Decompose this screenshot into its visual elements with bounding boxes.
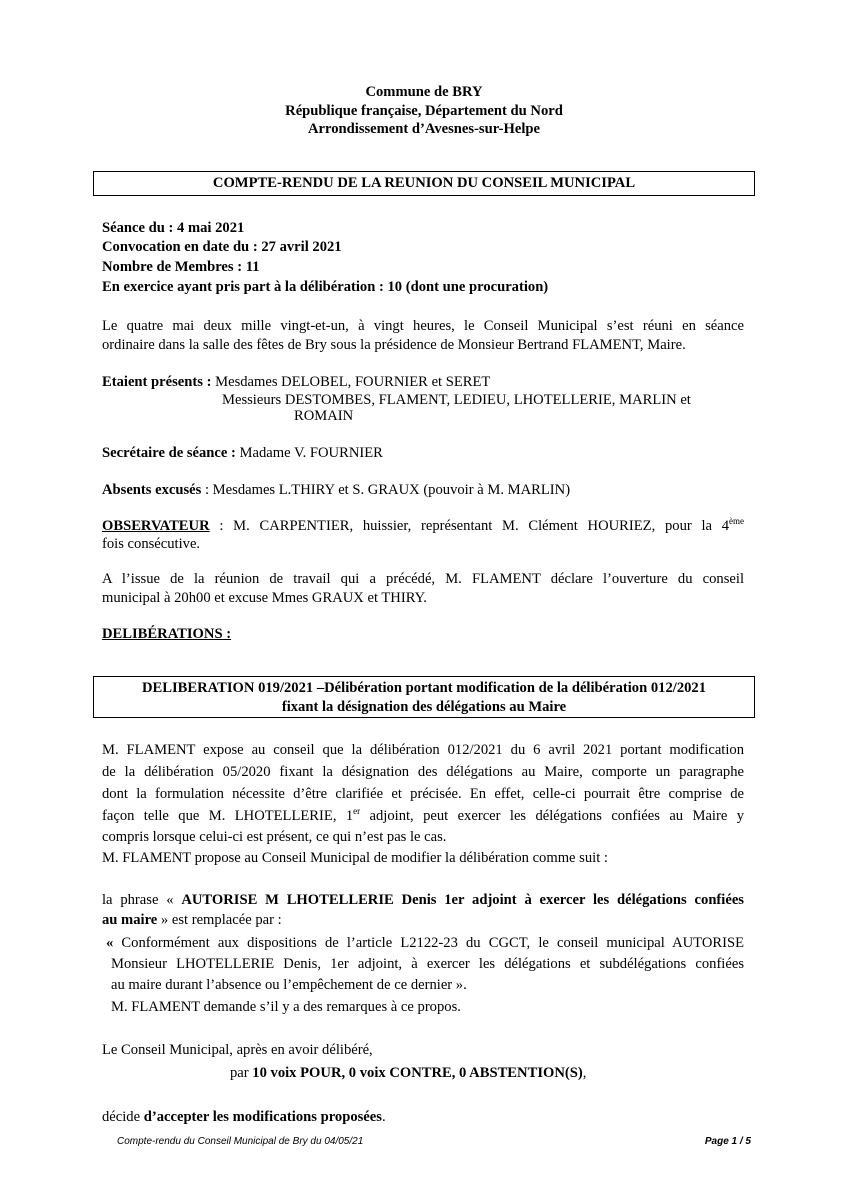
phrase-replaced: » est remplacée par : <box>157 912 282 928</box>
quote-line-4: M. FLAMENT demande s’il y a des remarques à ce propos. <box>111 999 461 1015</box>
ouverture-line-1: A l’issue de la réunion de travail qui a précédé, M. FLAMENT déclare l’ouverture du conseil <box>102 571 744 587</box>
presents-mesdames: Mesdames DELOBEL, FOURNIER et SERET <box>215 374 491 390</box>
vote-line <box>230 1063 586 1083</box>
decide-period: . <box>381 1109 386 1125</box>
secretaire-value: Madame V. FOURNIER <box>235 445 383 461</box>
presents-line <box>102 372 490 392</box>
presents-messieurs-2: ROMAIN <box>294 408 354 424</box>
deliberation-box <box>93 676 755 718</box>
presents-messieurs-1: Messieurs DESTOMBES, FLAMENT, LEDIEU, LHOTELLERIE, MARLIN et <box>222 392 691 408</box>
quote-line-3: au maire durant l’absence ou l’empêchement de ce dernier ». <box>111 977 467 993</box>
secretaire-line <box>102 443 383 463</box>
body-line-2: de la délibération 05/2020 fixant la désignation des délégations au Maire, comporte un paragraphe <box>102 764 744 780</box>
body-line-6: M. FLAMENT propose au Conseil Municipal de modifier la délibération comme suit : <box>102 850 608 866</box>
decision-line <box>102 1107 386 1127</box>
body-line-3: dont la formulation nécessite d’être clarifiée et précisée. En effet, celle-ci pourrait être comprise de <box>102 786 744 802</box>
body-line-4-sup: er <box>353 806 361 816</box>
deliberation-title-1: DELIBERATION 019/2021 –Délibération portant modification de la délibération 012/2021 <box>141 680 707 696</box>
header-arrondissement: Arrondissement d’Avesnes-sur-Helpe <box>308 121 540 137</box>
ouverture-line-2: municipal à 20h00 et excuse Mmes GRAUX et THIRY. <box>102 590 427 606</box>
conseil-line: Le Conseil Municipal, après en avoir délibéré, <box>102 1042 373 1058</box>
footer-document-ref: Compte-rendu du Conseil Municipal de Bry du 04/05/21 <box>117 1136 364 1147</box>
nombre-membres: Nombre de Membres : 11 <box>102 259 260 275</box>
phrase-line-1 <box>102 890 744 910</box>
decide-word: décide <box>102 1109 144 1125</box>
title-box <box>93 171 755 196</box>
body-line-4a: façon telle que M. LHOTELLERIE, 1 <box>102 808 354 824</box>
observateur-text: : M. CARPENTIER, huissier, représentant M. Clément HOURIEZ, pour la 4 <box>209 518 729 534</box>
absents-value: : Mesdames L.THIRY et S. GRAUX (pouvoir à M. MARLIN) <box>201 482 571 498</box>
body-line-1: M. FLAMENT expose au conseil que la délibération 012/2021 du 6 avril 2021 portant modification <box>102 742 744 758</box>
quote-open: « <box>106 935 114 951</box>
footer-page-number: Page 1 / 5 <box>704 1136 751 1147</box>
phrase-quote-end: au maire <box>102 912 158 928</box>
header-commune: Commune de BRY <box>365 84 483 100</box>
body-line-5: compris lorsque celui-ci est présent, ce qui n’est pas le cas. <box>102 829 447 845</box>
observateur-label: OBSERVATEUR <box>102 518 210 534</box>
convocation-date: Convocation en date du : 27 avril 2021 <box>102 239 342 255</box>
vote-result: 10 voix POUR, 0 voix CONTRE, 0 ABSTENTION(S) <box>252 1065 583 1081</box>
secretaire-label: Secrétaire de séance : <box>102 445 236 461</box>
phrase-intro: la phrase « <box>102 892 182 908</box>
quote-line-1 <box>106 933 744 953</box>
phrase-line-2 <box>102 910 282 930</box>
intro-line-2: ordinaire dans la salle des fêtes de Bry sous la présidence de Monsieur Bertrand FLAMENT, Maire. <box>102 337 686 353</box>
body-line-4 <box>102 806 744 826</box>
quote-text-1: Conformément aux dispositions de l’article L2122-23 du CGCT, le conseil municipal AUTORISE <box>113 935 744 951</box>
observateur-sup: ème <box>729 516 744 526</box>
deliberation-title-2: fixant la désignation des délégations au Maire <box>281 699 567 715</box>
header-republique: République française, Département du Nord <box>285 103 563 119</box>
vote-comma: , <box>582 1065 587 1081</box>
document-title: COMPTE-RENDU DE LA REUNION DU CONSEIL MUNICIPAL <box>212 175 636 191</box>
body-line-4b: adjoint, peut exercer les délégations confiées au Maire y <box>360 808 744 824</box>
presents-label: Etaient présents : <box>102 374 212 390</box>
observateur-line-2: fois consécutive. <box>102 536 201 552</box>
absents-line <box>102 480 570 500</box>
intro-line-1: Le quatre mai deux mille vingt-et-un, à vingt heures, le Conseil Municipal s’est réuni en séance <box>102 318 744 334</box>
absents-label: Absents excusés <box>102 482 202 498</box>
seance-date: Séance du : 4 mai 2021 <box>102 220 245 236</box>
phrase-quote: AUTORISE M LHOTELLERIE Denis 1er adjoint à exercer les délégations confiées <box>181 892 744 908</box>
quote-line-2: Monsieur LHOTELLERIE Denis, 1er adjoint, à exercer les délégations et subdélégations confiées <box>111 956 744 972</box>
deliberations-heading: DELIBÉRATIONS : <box>102 626 232 642</box>
en-exercice: En exercice ayant pris part à la délibération : 10 (dont une procuration) <box>102 279 549 295</box>
vote-par: par <box>230 1065 253 1081</box>
decision-text: d’accepter les modifications proposées <box>143 1109 382 1125</box>
observateur-line-1 <box>102 516 744 536</box>
